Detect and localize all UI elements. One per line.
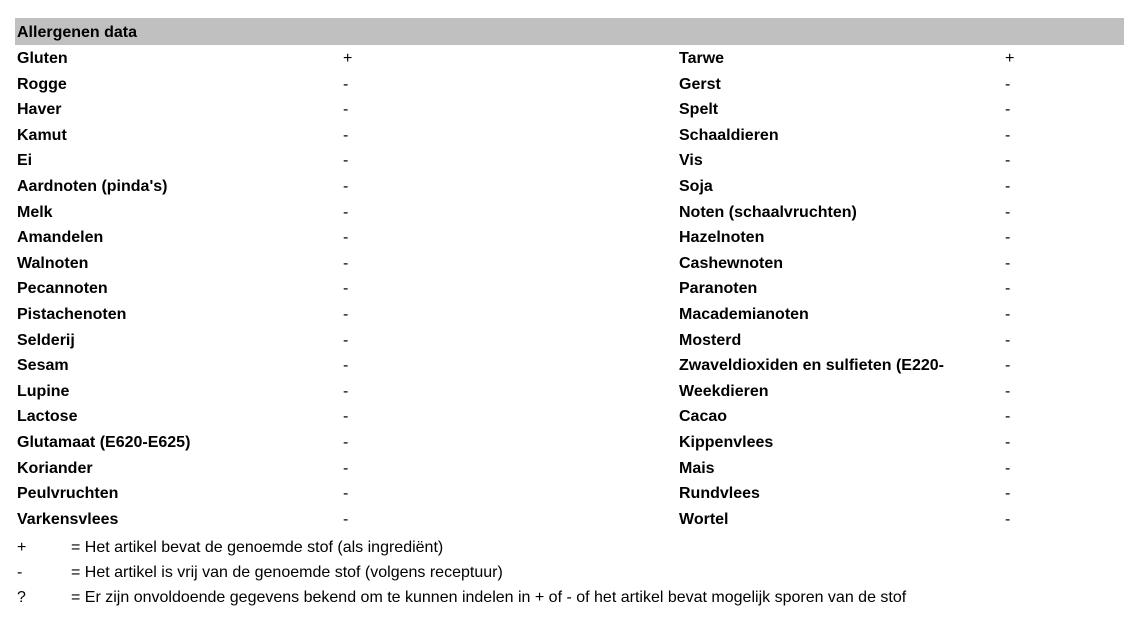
allergen-status: - [343,408,349,426]
allergen-table [0,47,1128,533]
allergen-status: - [1005,459,1011,477]
allergen-name: Cacao [679,408,728,426]
allergen-status: - [343,305,349,323]
allergen-name: Kamut [17,126,67,144]
allergen-status: - [343,152,349,170]
allergen-name: Cashewnoten [679,254,784,272]
allergen-status: - [343,510,349,528]
allergen-status: - [343,331,349,349]
table-row [0,175,1128,201]
allergen-name: Gluten [17,50,68,67]
table-row [0,124,1128,150]
allergen-status: + [343,50,353,67]
allergen-name: Varkensvlees [17,510,119,528]
allergen-status: - [1005,75,1011,93]
allergen-name: Ei [17,152,33,170]
allergen-name: Hazelnoten [679,229,765,247]
allergen-status: - [343,75,349,93]
allergen-status: - [343,101,349,119]
legend-symbol: + [17,539,27,556]
allergen-name: Wortel [679,510,729,528]
legend-description: = Het artikel is vrij van de genoemde stof (volgens receptuur) [71,564,503,581]
allergen-status: - [1005,433,1011,451]
allergen-status: - [343,280,349,298]
allergen-status: - [1005,254,1011,272]
allergen-name: Gerst [679,75,721,93]
allergen-status: - [1005,177,1011,195]
allergen-name: Vis [679,152,703,170]
allergen-name: Koriander [17,459,93,477]
table-row [0,149,1128,175]
allergen-status: - [1005,126,1011,144]
allergen-name: Rundvlees [679,485,760,503]
allergen-name: Pistachenoten [17,305,127,323]
allergen-status: - [343,485,349,503]
allergen-name: Sesam [17,357,69,375]
allergen-name: Kippenvlees [679,433,774,451]
legend-item [0,587,1128,612]
allergen-status: - [343,357,349,375]
allergen-name: Zwaveldioxiden en sulfieten (E220- [679,357,944,375]
allergen-name: Melk [17,203,53,221]
legend-item [0,562,1128,587]
allergen-status: - [1005,331,1011,349]
table-row [0,201,1128,227]
allergen-status: - [1005,408,1011,426]
allergen-table-header [15,18,1124,45]
allergen-status: - [1005,203,1011,221]
allergen-name: Selderij [17,331,75,349]
allergen-name: Walnoten [17,254,89,272]
allergen-status: + [1005,50,1015,67]
allergen-name: Schaaldieren [679,126,779,144]
legend-item [0,537,1128,562]
table-row [0,277,1128,303]
table-title: Allergenen data [17,24,138,41]
legend-description: = Er zijn onvoldoende gegevens bekend om te kunnen indelen in + of - of het artikel bevat mogelijk sporen van de stof [71,589,907,606]
table-row [0,405,1128,431]
allergen-name: Weekdieren [679,382,769,400]
allergen-status: - [343,126,349,144]
allergen-status: - [1005,485,1011,503]
allergen-status: - [343,382,349,400]
table-row [0,482,1128,508]
allergen-name: Lupine [17,382,70,400]
allergen-name: Rogge [17,75,67,93]
allergen-name: Glutamaat (E620-E625) [17,433,191,451]
allergen-status: - [343,203,349,221]
allergen-name: Mais [679,459,715,477]
table-row [0,380,1128,406]
allergen-name: Noten (schaalvruchten) [679,203,857,221]
allergen-status: - [1005,382,1011,400]
allergen-status: - [1005,305,1011,323]
table-row [0,508,1128,534]
legend-description: = Het artikel bevat de genoemde stof (als ingrediënt) [71,539,444,556]
table-row [0,47,1128,73]
allergen-name: Spelt [679,101,719,119]
allergen-status: - [1005,510,1011,528]
allergen-name: Lactose [17,408,78,426]
allergen-name: Mosterd [679,331,742,349]
table-row [0,457,1128,483]
table-row [0,98,1128,124]
table-row [0,329,1128,355]
allergen-name: Paranoten [679,280,758,298]
allergen-status: - [1005,229,1011,247]
allergen-status: - [1005,357,1011,375]
allergen-status: - [343,177,349,195]
table-row [0,354,1128,380]
legend-symbol: - [17,564,23,581]
allergen-status: - [1005,280,1011,298]
allergen-status: - [343,459,349,477]
legend [0,537,1128,612]
allergen-status: - [343,254,349,272]
allergen-status: - [343,433,349,451]
legend-symbol: ? [17,589,26,606]
table-row [0,252,1128,278]
table-row [0,303,1128,329]
allergen-status: - [1005,152,1011,170]
allergen-name: Soja [679,177,713,195]
allergen-name: Haver [17,101,62,119]
table-row [0,226,1128,252]
allergen-status: - [1005,101,1011,119]
table-row [0,73,1128,99]
allergen-name: Tarwe [679,50,725,67]
allergen-name: Pecannoten [17,280,108,298]
allergen-status: - [343,229,349,247]
allergen-name: Aardnoten (pinda's) [17,177,168,195]
allergen-name: Peulvruchten [17,485,119,503]
allergen-name: Amandelen [17,229,104,247]
table-row [0,431,1128,457]
allergen-name: Macademianoten [679,305,809,323]
